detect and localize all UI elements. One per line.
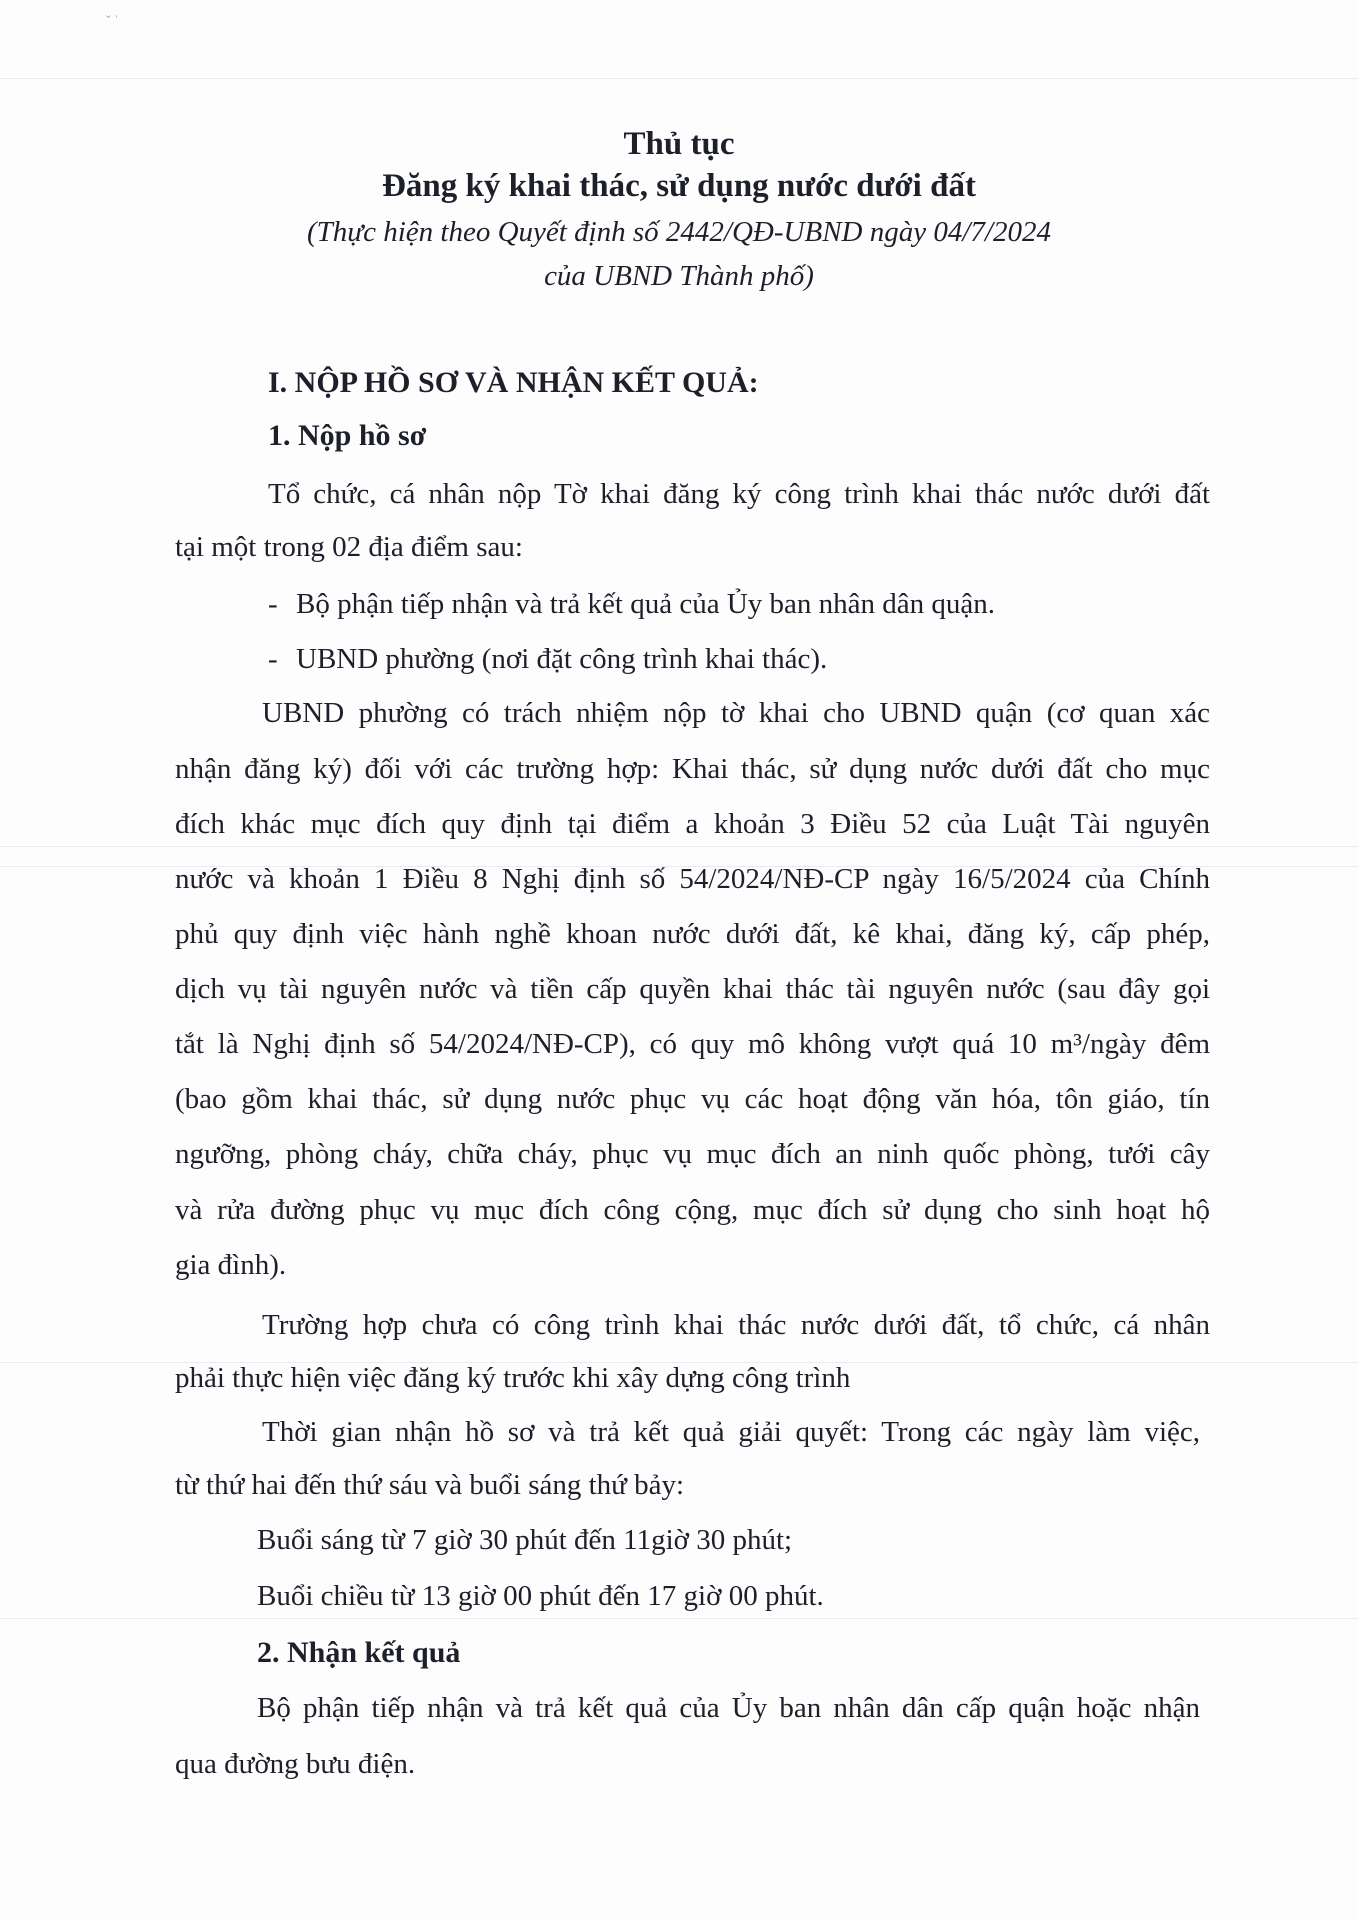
paragraph-3-line: phải thực hiện việc đăng ký trước khi xây dựng công trình (175, 1362, 851, 1394)
subsection-heading-2: 2. Nhận kết quả (257, 1636, 461, 1669)
paragraph-4-line: từ thứ hai đến thứ sáu và buổi sáng thứ bảy: (175, 1469, 685, 1501)
paragraph-1-line: Tổ chức, cá nhân nộp Tờ khai đăng ký công trình khai thác nước dưới đất (268, 478, 1210, 510)
paragraph-2-line: nước và khoản 1 Điều 8 Nghị định số 54/2024/NĐ-CP ngày 16/5/2024 của Chính (175, 863, 1210, 895)
hours-afternoon: Buổi chiều từ 13 giờ 00 phút đến 17 giờ 00 phút. (257, 1580, 824, 1612)
paragraph-2-line: nhận đăng ký) đối với các trường hợp: Khai thác, sử dụng nước dưới đất cho mục (175, 753, 1210, 785)
bullet-dash: - (268, 588, 278, 620)
bullet-text: UBND phường (nơi đặt công trình khai thác). (296, 643, 828, 675)
bullet-item (268, 645, 827, 674)
paragraph-2-line: và rửa đường phục vụ mục đích công cộng, mục đích sử dụng cho sinh hoạt hộ (175, 1194, 1210, 1226)
paragraph-2-line: gia đình). (175, 1249, 287, 1281)
document-title-line2: Đăng ký khai thác, sử dụng nước dưới đất (382, 168, 976, 204)
paragraph-2-line: đích khác mục đích quy định tại điểm a khoản 3 Điều 52 của Luật Tài nguyên (175, 808, 1210, 840)
document-title-line1: Thủ tục (623, 126, 735, 162)
paragraph-2-line: (bao gồm khai thác, sử dụng nước phục vụ các hoạt động văn hóa, tôn giáo, tín (175, 1083, 1210, 1115)
paragraph-5-line: qua đường bưu điện. (175, 1748, 416, 1780)
bullet-item (268, 590, 995, 619)
scan-artifact (0, 846, 1358, 847)
bullet-text: Bộ phận tiếp nhận và trả kết quả của Ủy ban nhân dân quận. (296, 588, 996, 620)
scan-artifact (0, 78, 1358, 79)
scan-artifact (0, 1618, 1358, 1619)
document-subtitle-line1: (Thực hiện theo Quyết định số 2442/QĐ-UBND ngày 04/7/2024 (307, 216, 1051, 248)
paragraph-3-line: Trường hợp chưa có công trình khai thác nước dưới đất, tổ chức, cá nhân (262, 1309, 1210, 1341)
paragraph-4-line: Thời gian nhận hồ sơ và trả kết quả giải quyết: Trong các ngày làm việc, (262, 1416, 1200, 1448)
bullet-dash: - (268, 643, 278, 675)
section-heading: I. NỘP HỒ SƠ VÀ NHẬN KẾT QUẢ: (268, 366, 759, 399)
paragraph-2-line: dịch vụ tài nguyên nước và tiền cấp quyền khai thác tài nguyên nước (sau đây gọi (175, 973, 1210, 1005)
paragraph-2-line: phủ quy định việc hành nghề khoan nước dưới đất, kê khai, đăng ký, cấp phép, (175, 918, 1210, 950)
subsection-heading-1: 1. Nộp hồ sơ (268, 419, 427, 452)
paragraph-2-line: UBND phường có trách nhiệm nộp tờ khai cho UBND quận (cơ quan xác (262, 697, 1210, 729)
scan-mark: ˇ ˈ (106, 14, 119, 29)
paragraph-2-line: tắt là Nghị định số 54/2024/NĐ-CP), có quy mô không vượt quá 10 m³/ngày đêm (175, 1028, 1210, 1060)
paragraph-1-line: tại một trong 02 địa điểm sau: (175, 531, 523, 563)
document-subtitle-line2: của UBND Thành phố) (544, 260, 814, 292)
paragraph-5-line: Bộ phận tiếp nhận và trả kết quả của Ủy ban nhân dân cấp quận hoặc nhận (257, 1692, 1200, 1724)
paragraph-2-line: ngưỡng, phòng cháy, chữa cháy, phục vụ mục đích an ninh quốc phòng, tưới cây (175, 1138, 1210, 1170)
hours-morning: Buổi sáng từ 7 giờ 30 phút đến 11giờ 30 phút; (257, 1524, 793, 1556)
